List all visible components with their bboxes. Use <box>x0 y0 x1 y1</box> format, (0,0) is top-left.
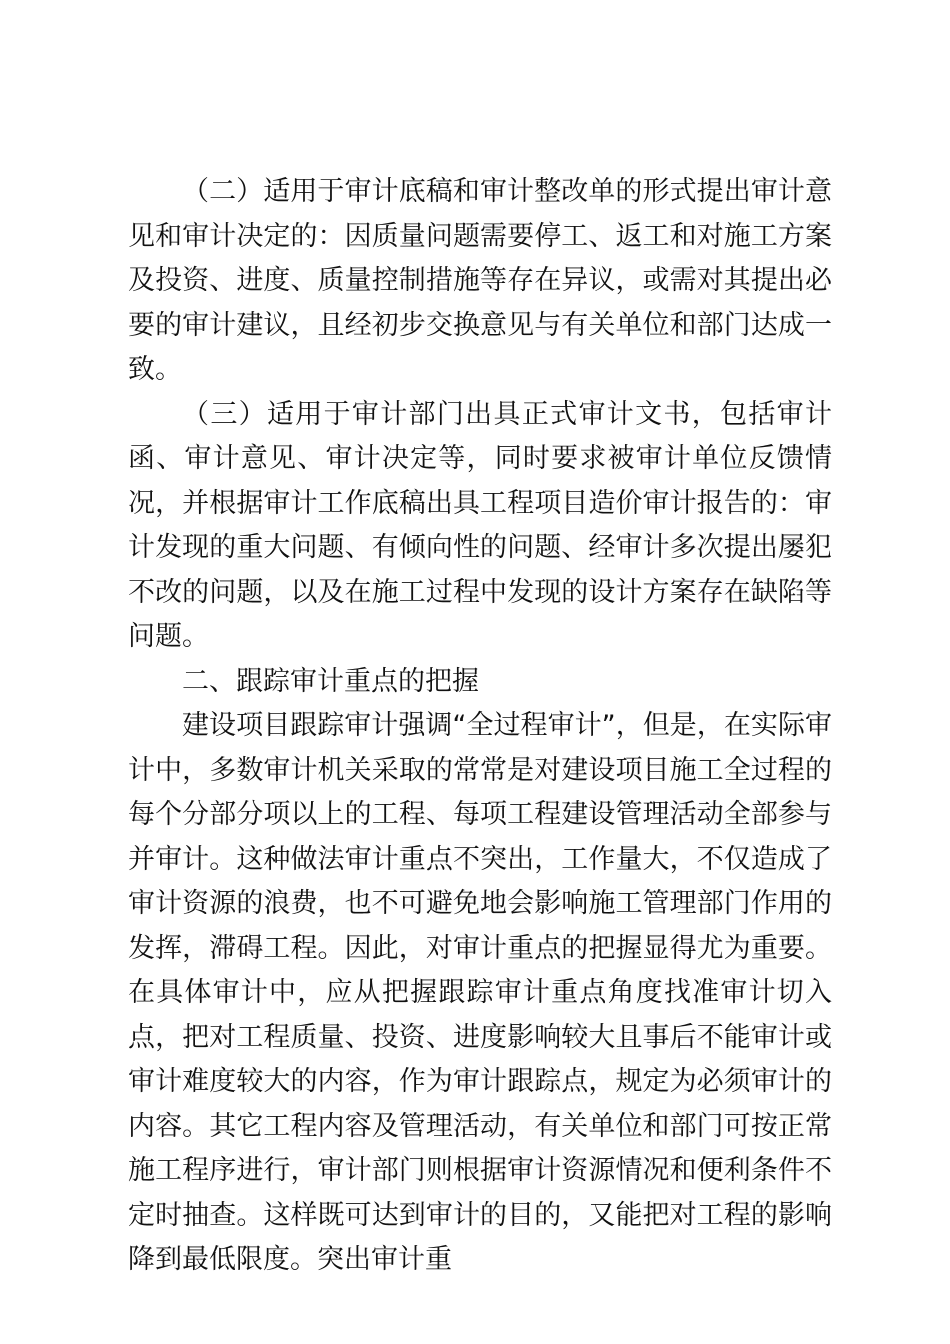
paragraph-2: （二）适用于审计底稿和审计整改单的形式提出审计意见和审计决定的：因质量问题需要停工、返工和对施工方案及投资、进度、质量控制措施等存在异议，或需对其提出必要的审计建议，且经初步交换意见与有关单位和部门达成一致。 <box>128 176 832 385</box>
document-page <box>128 170 832 1283</box>
paragraph-3: （三）适用于审计部门出具正式审计文书，包括审计函、审计意见、审计决定等，同时要求被审计单位反馈情况，并根据审计工作底稿出具工程项目造价审计报告的：审计发现的重大问题、有倾向性的问题、经审计多次提出屡犯不改的问题，以及在施工过程中发现的设计方案存在缺陷等问题。 <box>128 398 832 652</box>
body-paragraph: 建设项目跟踪审计强调“全过程审计”，但是，在实际审计中，多数审计机关采取的常常是对建设项目施工全过程的每个分部分项以上的工程、每项工程建设管理活动全部参与并审计。这种做法审计重点不突出，工作量大，不仅造成了审计资源的浪费，也不可避免地会影响施工管理部门作用的发挥，滞碍工程。因此，对审计重点的把握显得尤为重要。在具体审计中，应从把握跟踪审计重点角度找准审计切入点，把对工程质量、投资、进度影响较大且事后不能审计或审计难度较大的内容，作为审计跟踪点，规定为必须审计的内容。其它工程内容及管理活动，有关单位和部门可按正常施工程序进行，审计部门则根据审计资源情况和便利条件不定时抽查。这样既可达到审计的目的，又能把对工程的影响降到最低限度。突出审计重 <box>128 710 832 1275</box>
section-heading: 二、跟踪审计重点的把握 <box>182 665 479 697</box>
